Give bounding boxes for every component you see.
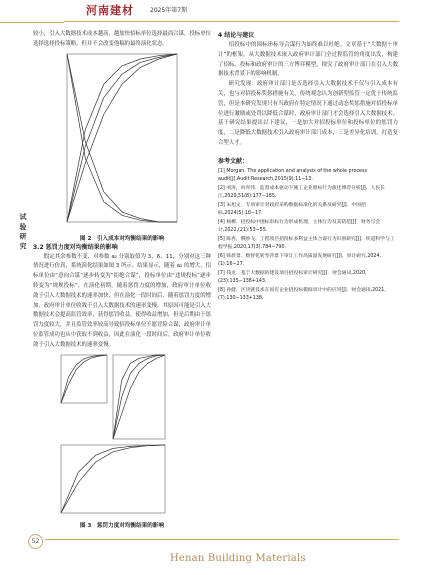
journal-title: 河南建材 [86,4,134,17]
figure-3 [33,353,211,521]
footer-rule [45,539,399,540]
figure-2 [33,52,211,234]
reference-item: [6] 韩晨景．数智化转型背景下审计工作高质量发展研究[J]．审计研究,2024,(1):16−27. [218,253,382,268]
section-3-2-heading: 3.2 惩罚力度对均衡结果的影响 [33,243,118,251]
left-column [33,30,211,529]
figure-3-caption: 图 3 惩罚力度对均衡结果的影响 [79,522,165,529]
page-number: 52 [28,534,43,549]
right-column [218,30,398,304]
reference-item: [7] 钱龙．基于大数据的建设项目招投标审计研究[J]．财会通讯,2020,(23):135−138+143. [218,270,367,285]
reference-item: [2] 刘涛，何青伟．监督成本驱动下施工企业围标行为演化博弈分析[J]．人民长江,2020,51(8):177−185. [218,185,385,200]
side-section-label: 试验研究 [18,213,26,253]
header-band [0,0,64,23]
fig3-panel-3 [61,445,165,513]
series-line [113,355,165,439]
paragraph: 假定其余参数不变，对参数 a₂ 分别取值为 3、6、11，分别对这三种情况进行仿真，系统演化结果如图 3 所示。结果显示，随着 a₂ 的增大，招标单位由“意向合谋”逐步转变为“拒绝合谋”，投标单位由“违规投标”逐步转变为“规规投标”。在演化初期，随着惩罚力度的增加，政府审计单位收敛于引入大数据技术的速率加快，但在演化一段时间后，随着惩罚力度的增加，政府审计单位收敛于引入大数据技术的速率变慢。其原因可能是引入大数据技术会提高监管效率，获得惩罚收益，使得收益增加，但是后期由于惩罚力度较大，并且监管效率较高导致招投标单位不愿冒险合谋，政府审计单位监管成功也从中获取不到收益，因此在演化一段时间后，政府审计单位收敛于引入大数据技术的速率变慢。 [33,253,211,348]
paragraph: 研究发现：政府审计部门是否选择引入大数据技术不仅与引入成本有关，也与对招投标奖惩措施有关，传统观念认为创新型监管一定优于传统监管，但是本研究发现只有当政府在特定情况下通过动态奖惩措施对招投标单位进行激励或处罚以降低合谋时，政府审计部门才会选择引入大数据技术。基于研究结果提出以下建议，一是加大对招投标单位和投标单位的惩罚力度，二是降低大数据技术引入政府审计部门成本，三是差异化培训，打造复合型人才。 [218,81,398,146]
reference-item: [1] Morgan. The application and analysis of the whole process audit[J].Audit Research,2015(9):11−13. [218,168,367,183]
reference-item: [3] 朱旭文．专项审计对政府采购数据标准化的关系及研究[J]．中国招标,2024(5):16−17. [218,202,366,217]
series-line [67,54,177,222]
reference-list [218,168,398,304]
reference-item: [5] 陈冉，俄妙飞．工程项目招投标多利益主体合谋行为识别研究[J]．铁道科学与工程学报,2020,17(3):784−790. [218,236,395,251]
series-line [113,355,165,439]
series-line [61,355,107,403]
reference-item: [4] 杨柳．招投标中围标串标行为形成机理、主体行为及其防范[J]．财务与会计,2022,(21):53−55. [218,219,381,234]
footer-journal-name: Henan Building Materials [170,553,306,564]
paragraph: 招投标中的围标串标导合谋行为始终难以杜绝。文章基于“大数据＋审计”的框架，从大数据技术嵌入政府审计部门全过程监管的角度出发，构建了招标、投标和政府审计的三方博弈模型，探究了政府审计部门在引入大数据技术背景下的影响机制。 [218,42,398,78]
journal-issue: 2025年第7期 [150,7,188,14]
series-line [61,445,165,513]
reference-item: [8] 孙健．区块链技术在国有企业招投标模拟审计中的应用[J]．财会通讯,2021,(7):130−133+138. [218,287,386,302]
references-heading: 参考文献： [218,157,249,165]
paragraph: 较小，引入大数据技术成本越高，越加快招标单位选择最商合谋，投标单位选择选择投标策略。但并不会改变他稿的最终演化状态。 [33,31,211,47]
series-line [61,445,165,513]
fig3-panel-2 [113,355,165,439]
header-rule [64,21,399,22]
section-4-heading: 4 结论与建议 [218,32,255,39]
figure-2-caption: 图 2 引入成本对均衡结果的影响 [79,235,165,242]
series-line [113,355,165,439]
